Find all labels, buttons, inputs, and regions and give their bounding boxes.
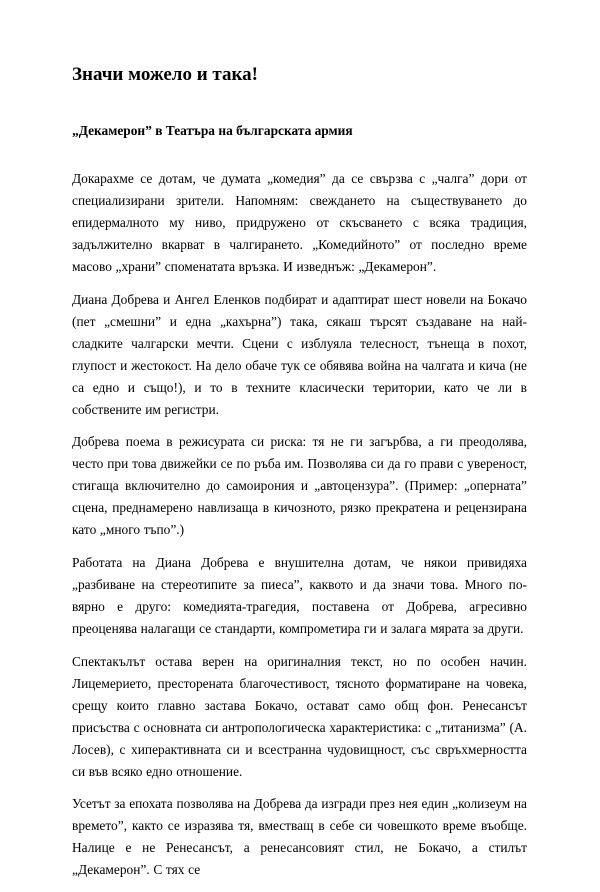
paragraph: Диана Добрева и Ангел Еленков подбират и адаптират шест новели на Бокачо (пет „смешни” и една „кахърна”) така, сякаш търсят създаване на най-сладките чалгарски мечти. Сцени с изблуяла телесност, тънеща в похот, глупост и жестокост. На дело обаче тук се обявява война на чалгата и кича (не са едно и също!), и то в техните класически територии, като че ли в собствените им регистри. <box>72 291 527 417</box>
paragraph: Докарахме се дотам, че думата „комедия” да се свързва с „чалга” дори от специализирани зрители. Напомням: свеждането на съществуването до епидермалното му ниво, придружено от скъсването с всяка традиция, задължително вкарват в чалгирането. „Комедийното” от последно време масово „храни” споменатата връзка. И изведнъж: „Декамерон”. <box>72 171 527 274</box>
article-title: Значи можело и така! <box>72 64 258 85</box>
paragraph: Спектакълът остава верен на оригиналния текст, но по особен начин. Лицемерието, престорената благочестивост, тясното форматиране на човека, срещу които главно застава Бокачо, остават само общ фон. Ренесансът присъства с основната си антропологическа характеристика: с „титанизма” (А. Лосев), с хиперактивната си и всестранна чудовищност, със свръхмерността си във всяко едно отношение. <box>72 653 527 779</box>
article-body <box>72 168 527 892</box>
paragraph: Добрева поема в режисурата си риска: тя не ги загърбва, а ги преодолява, често при това движейки се по ръба им. Позволява си да го прави с увереност, стигаща включително до самоирония и „автоцензура”. (Пример: „оперната” сцена, преднамерено навлизаща в кичозното, рязко прекратена и рецензирана като „много тъпо”.) <box>72 434 527 538</box>
article-subtitle: „Декамерон” в Театъра на българската армия <box>72 123 353 138</box>
paragraph: Усетът за епохата позволява на Добрева да изгради през нея един „колизеум на времето”, както се изразява тя, вместващ в себе си човешкото време въобще. Налице е не Ренесансът, а ренесансовият стил, не Бокачо, а стилът „Декамерон”. С тях се <box>72 796 527 878</box>
paragraph: Работата на Диана Добрева е внушителна дотам, че някои привидяха „разбиване на стереотипите за пиеса”, каквото и да значи това. Много по-вярно е друго: комедията-трагедия, поставена от Добрева, агресивно преоценява налагащи се стандарти, компрометира ги и залага мярата за други. <box>72 555 527 637</box>
